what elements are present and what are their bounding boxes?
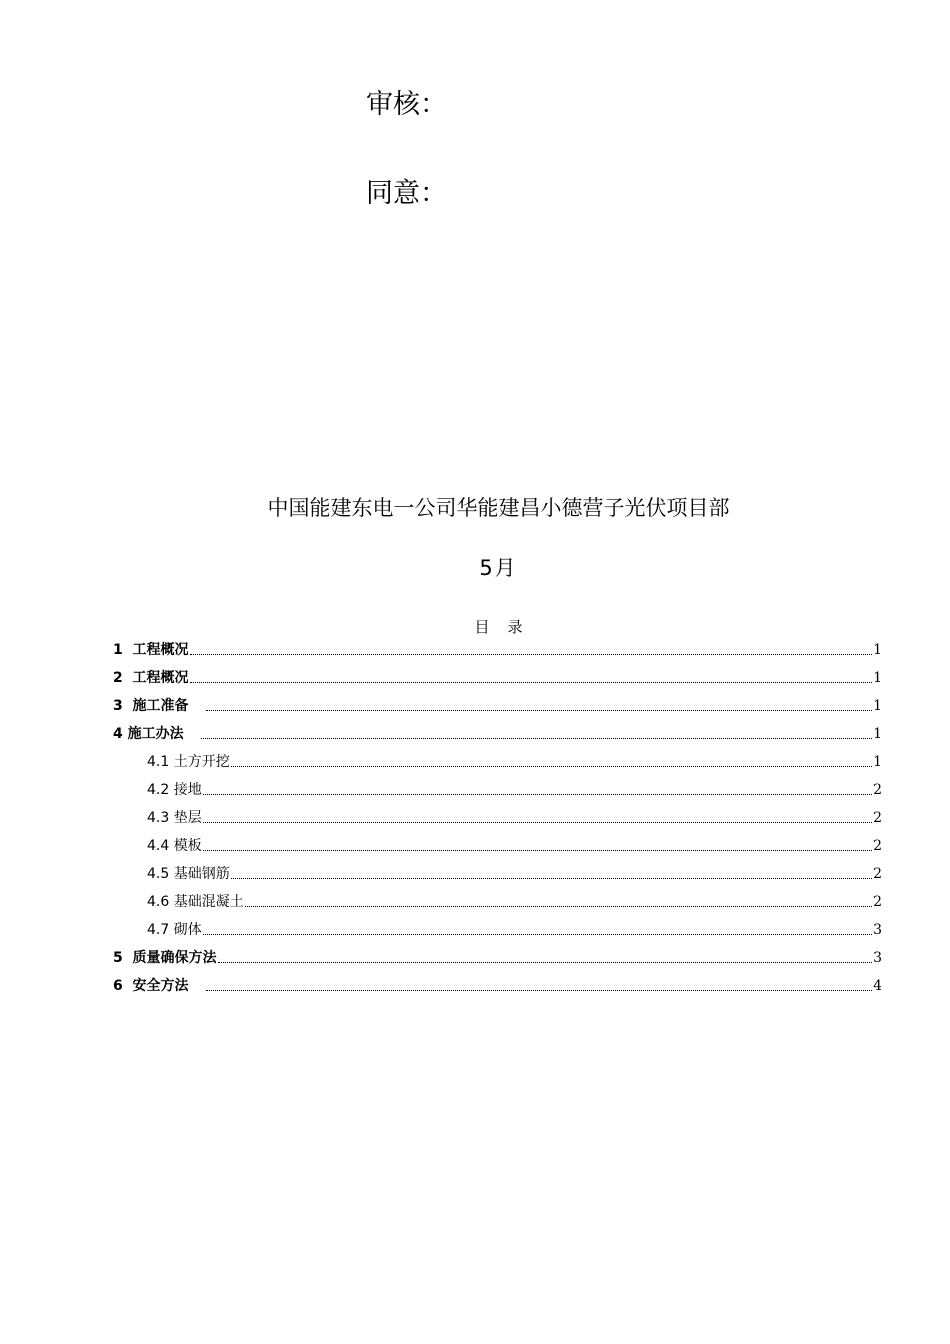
toc-entry-page: 3 (873, 922, 882, 938)
review-signoff-label: 审核： (366, 89, 447, 120)
toc-entry-page: 3 (873, 950, 882, 966)
toc-entry-page: 1 (873, 642, 882, 658)
toc-entry-number: 4.3 (147, 810, 170, 826)
approval-signoff-label: 同意： (366, 178, 447, 209)
toc-entry-page: 1 (873, 670, 882, 686)
toc-entry-number: 4.1 (147, 754, 170, 770)
toc-leader-dots (245, 905, 872, 907)
toc-entry-page: 1 (873, 726, 882, 742)
toc-entry-page: 2 (873, 866, 882, 882)
toc-entry-title: 施工办法 (127, 726, 184, 742)
toc-entry-number: 1 (113, 642, 123, 658)
toc-entry[interactable] (113, 743, 882, 771)
toc-entry-title: 质量确保方法 (132, 950, 217, 966)
toc-entry-number: 4.7 (147, 922, 170, 938)
toc-leader-dots (203, 849, 872, 851)
toc-entry[interactable] (113, 687, 882, 715)
toc-leader-dots (203, 793, 872, 795)
toc-leader-dots (206, 989, 873, 991)
toc-entry-page: 1 (873, 698, 882, 714)
toc-entry-number: 3 (113, 698, 123, 714)
toc-entry-number: 4.6 (147, 894, 170, 910)
toc-entry[interactable] (113, 771, 882, 799)
toc-entry[interactable] (113, 883, 882, 911)
toc-leader-dots (201, 737, 872, 739)
toc-entry-number: 4.5 (147, 866, 170, 882)
toc-leader-dots (203, 933, 872, 935)
toc-entry-number: 4.4 (147, 838, 170, 854)
toc-leader-dots (231, 877, 872, 879)
toc-entry-page: 2 (873, 782, 882, 798)
toc-entry-title: 模板 (173, 838, 202, 854)
toc-entry-title: 安全方法 (132, 978, 189, 994)
toc-entry[interactable] (113, 827, 882, 855)
issue-date: 5月 (479, 556, 518, 580)
toc-entry-title: 土方开挖 (173, 754, 230, 770)
toc-entry-page: 2 (873, 894, 882, 910)
toc-entry-number: 2 (113, 670, 123, 686)
toc-entry[interactable] (113, 715, 882, 743)
toc-entry-number: 4.2 (147, 782, 170, 798)
toc-entry-number: 6 (113, 978, 123, 994)
organization-name: 中国能建东电一公司华能建昌小德营子光伏项目部 (267, 496, 730, 520)
toc-leader-dots (190, 681, 873, 683)
toc-entry-title: 基础钢筋 (173, 866, 230, 882)
toc-entry-title: 工程概况 (132, 642, 189, 658)
toc-entry-title: 施工准备 (132, 698, 189, 714)
toc-leader-dots (203, 821, 872, 823)
toc-leader-dots (231, 765, 872, 767)
toc-entry-title: 垫层 (173, 810, 202, 826)
toc-entry[interactable] (113, 855, 882, 883)
toc-entry-title: 砌体 (173, 922, 202, 938)
toc-entry-number: 5 (113, 950, 123, 966)
toc-entry[interactable] (113, 911, 882, 939)
toc-entry[interactable] (113, 631, 882, 659)
toc-entry-page: 1 (873, 754, 882, 770)
toc-entry-number: 4 (113, 726, 123, 742)
toc-entry[interactable] (113, 939, 882, 967)
table-of-contents (113, 631, 882, 995)
toc-title-right: 录 (507, 618, 523, 636)
toc-leader-dots (206, 709, 873, 711)
toc-entry-page: 2 (873, 810, 882, 826)
toc-entry-page: 2 (873, 838, 882, 854)
toc-entry[interactable] (113, 967, 882, 995)
toc-entry-title: 接地 (173, 782, 202, 798)
toc-entry[interactable] (113, 799, 882, 827)
toc-entry-title: 工程概况 (132, 670, 189, 686)
toc-entry-title: 基础混凝土 (173, 894, 244, 910)
toc-leader-dots (218, 961, 873, 963)
toc-entry-page: 4 (873, 978, 882, 994)
toc-entry[interactable] (113, 659, 882, 687)
toc-title-left: 目 (474, 618, 490, 636)
toc-leader-dots (190, 653, 873, 655)
